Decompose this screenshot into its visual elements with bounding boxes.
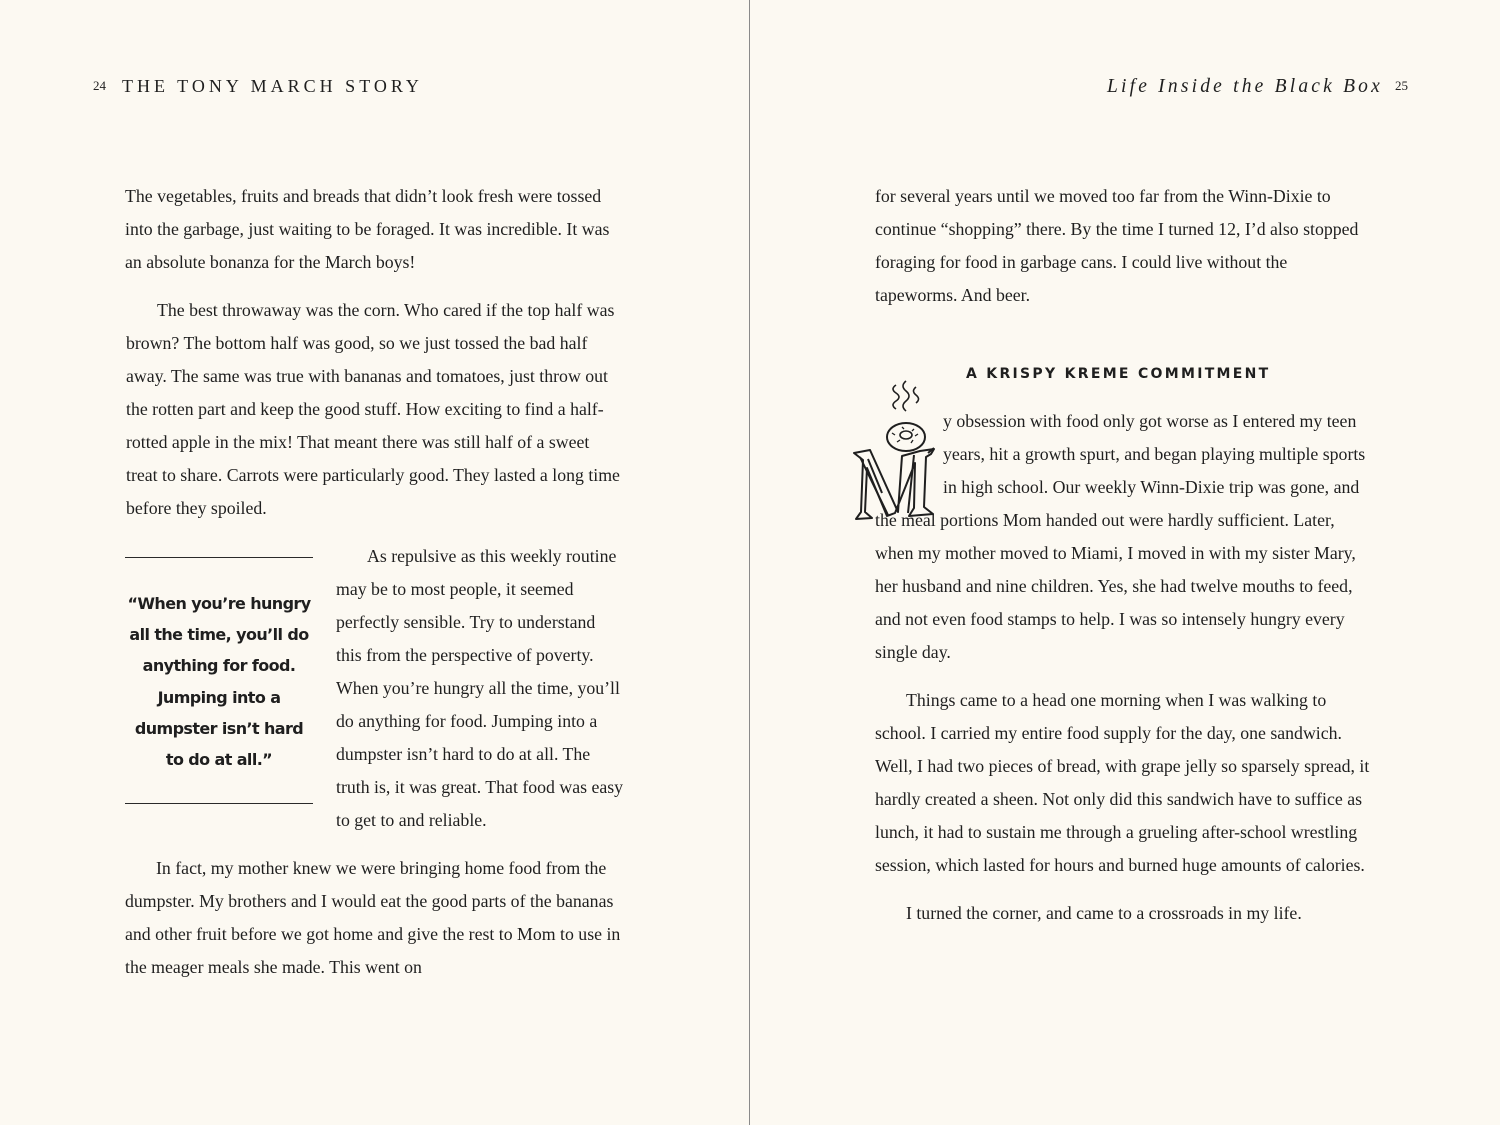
chapter-title: Life Inside the Black Box	[1106, 76, 1383, 97]
page-number-left: 24	[93, 78, 106, 93]
dropcap-paragraph	[875, 405, 1372, 669]
right-text-column	[875, 180, 1372, 930]
paragraph: As repulsive as this weekly routine may be to most people, it seemed perfectly sensible. Try to understand this from the perspective of poverty. When you’re hungry all the time, you’ll do anything for food. Jumping into a dumpster isn’t hard to do at all. The truth is, it was great. That food was easy to get to and reliable.	[336, 546, 624, 830]
paragraph-text: The best throwaway was the corn. Who cared if the top half was brown? The bottom half was good, so we just tossed the bad half away. The same was true with bananas and tomatoes, just throw out the rotten part and keep the good stuff. How exciting to find a half-rotted apple in the mix! That meant there was still half of a sweet treat to share. Carrots were particularly good. They lasted a long time before they spoiled.	[126, 300, 620, 518]
section-heading: A KRISPY KREME COMMITMENT	[966, 366, 1271, 382]
pull-quote-rule-bottom	[125, 803, 313, 804]
pull-quote	[125, 549, 313, 804]
dropcap-paragraph-text: y obsession with food only got worse as I entered my teen years, hit a growth spurt, and began playing multiple sports in high school. Our weekly Winn-Dixie trip was gone, and the meal portions Mom handed out were hardly sufficient. Later, when my mother moved to Miami, I moved in with my sister Mary, her husband and nine children. Yes, she had twelve mouths to feed, and not even food stamps to help. I was so intensely hungry every single day.	[875, 411, 1366, 662]
left-text-column	[125, 180, 625, 984]
paragraph: In fact, my mother knew we were bringing home food from the dumpster. My brothers and I would eat the good parts of the bananas and other fruit before we got home and give the rest to Mom to use in the meager meals she made. This went on	[125, 858, 621, 977]
page-number-right: 25	[1395, 78, 1408, 93]
paragraph: for several years until we moved too far from the Winn-Dixie to continue “shopping” there. By the time I turned 12, I’d also stopped foraging for food in garbage cans. I could live without the tapeworms. And beer.	[875, 186, 1359, 305]
book-title: THE TONY MARCH STORY	[122, 76, 423, 96]
running-head-right	[1107, 76, 1408, 98]
paragraph: Things came to a head one morning when I was walking to school. I carried my entire food supply for the day, one sandwich. Well, I had two pieces of bread, with grape jelly so sparsely spread, it hardly created a sheen. Not only did this sandwich have to suffice as lunch, it had to sustain me through a grueling after-school wrestling session, which lasted for hours and burned huge amounts of calories.	[875, 690, 1370, 875]
paragraph: The vegetables, fruits and breads that didn’t look fresh were tossed into the garbage, just waiting to be foraged. It was incredible. It was an absolute bonanza for the March boys!	[125, 186, 610, 272]
paragraph: I turned the corner, and came to a crossroads in my life.	[906, 903, 1302, 923]
pull-quote-text: “When you’re hungry all the time, you’ll do anything for food. Jumping into a dumpster isn’t hard to do at all.”	[127, 594, 311, 770]
running-head-left	[93, 76, 423, 98]
dropcap-illustration	[848, 379, 943, 497]
